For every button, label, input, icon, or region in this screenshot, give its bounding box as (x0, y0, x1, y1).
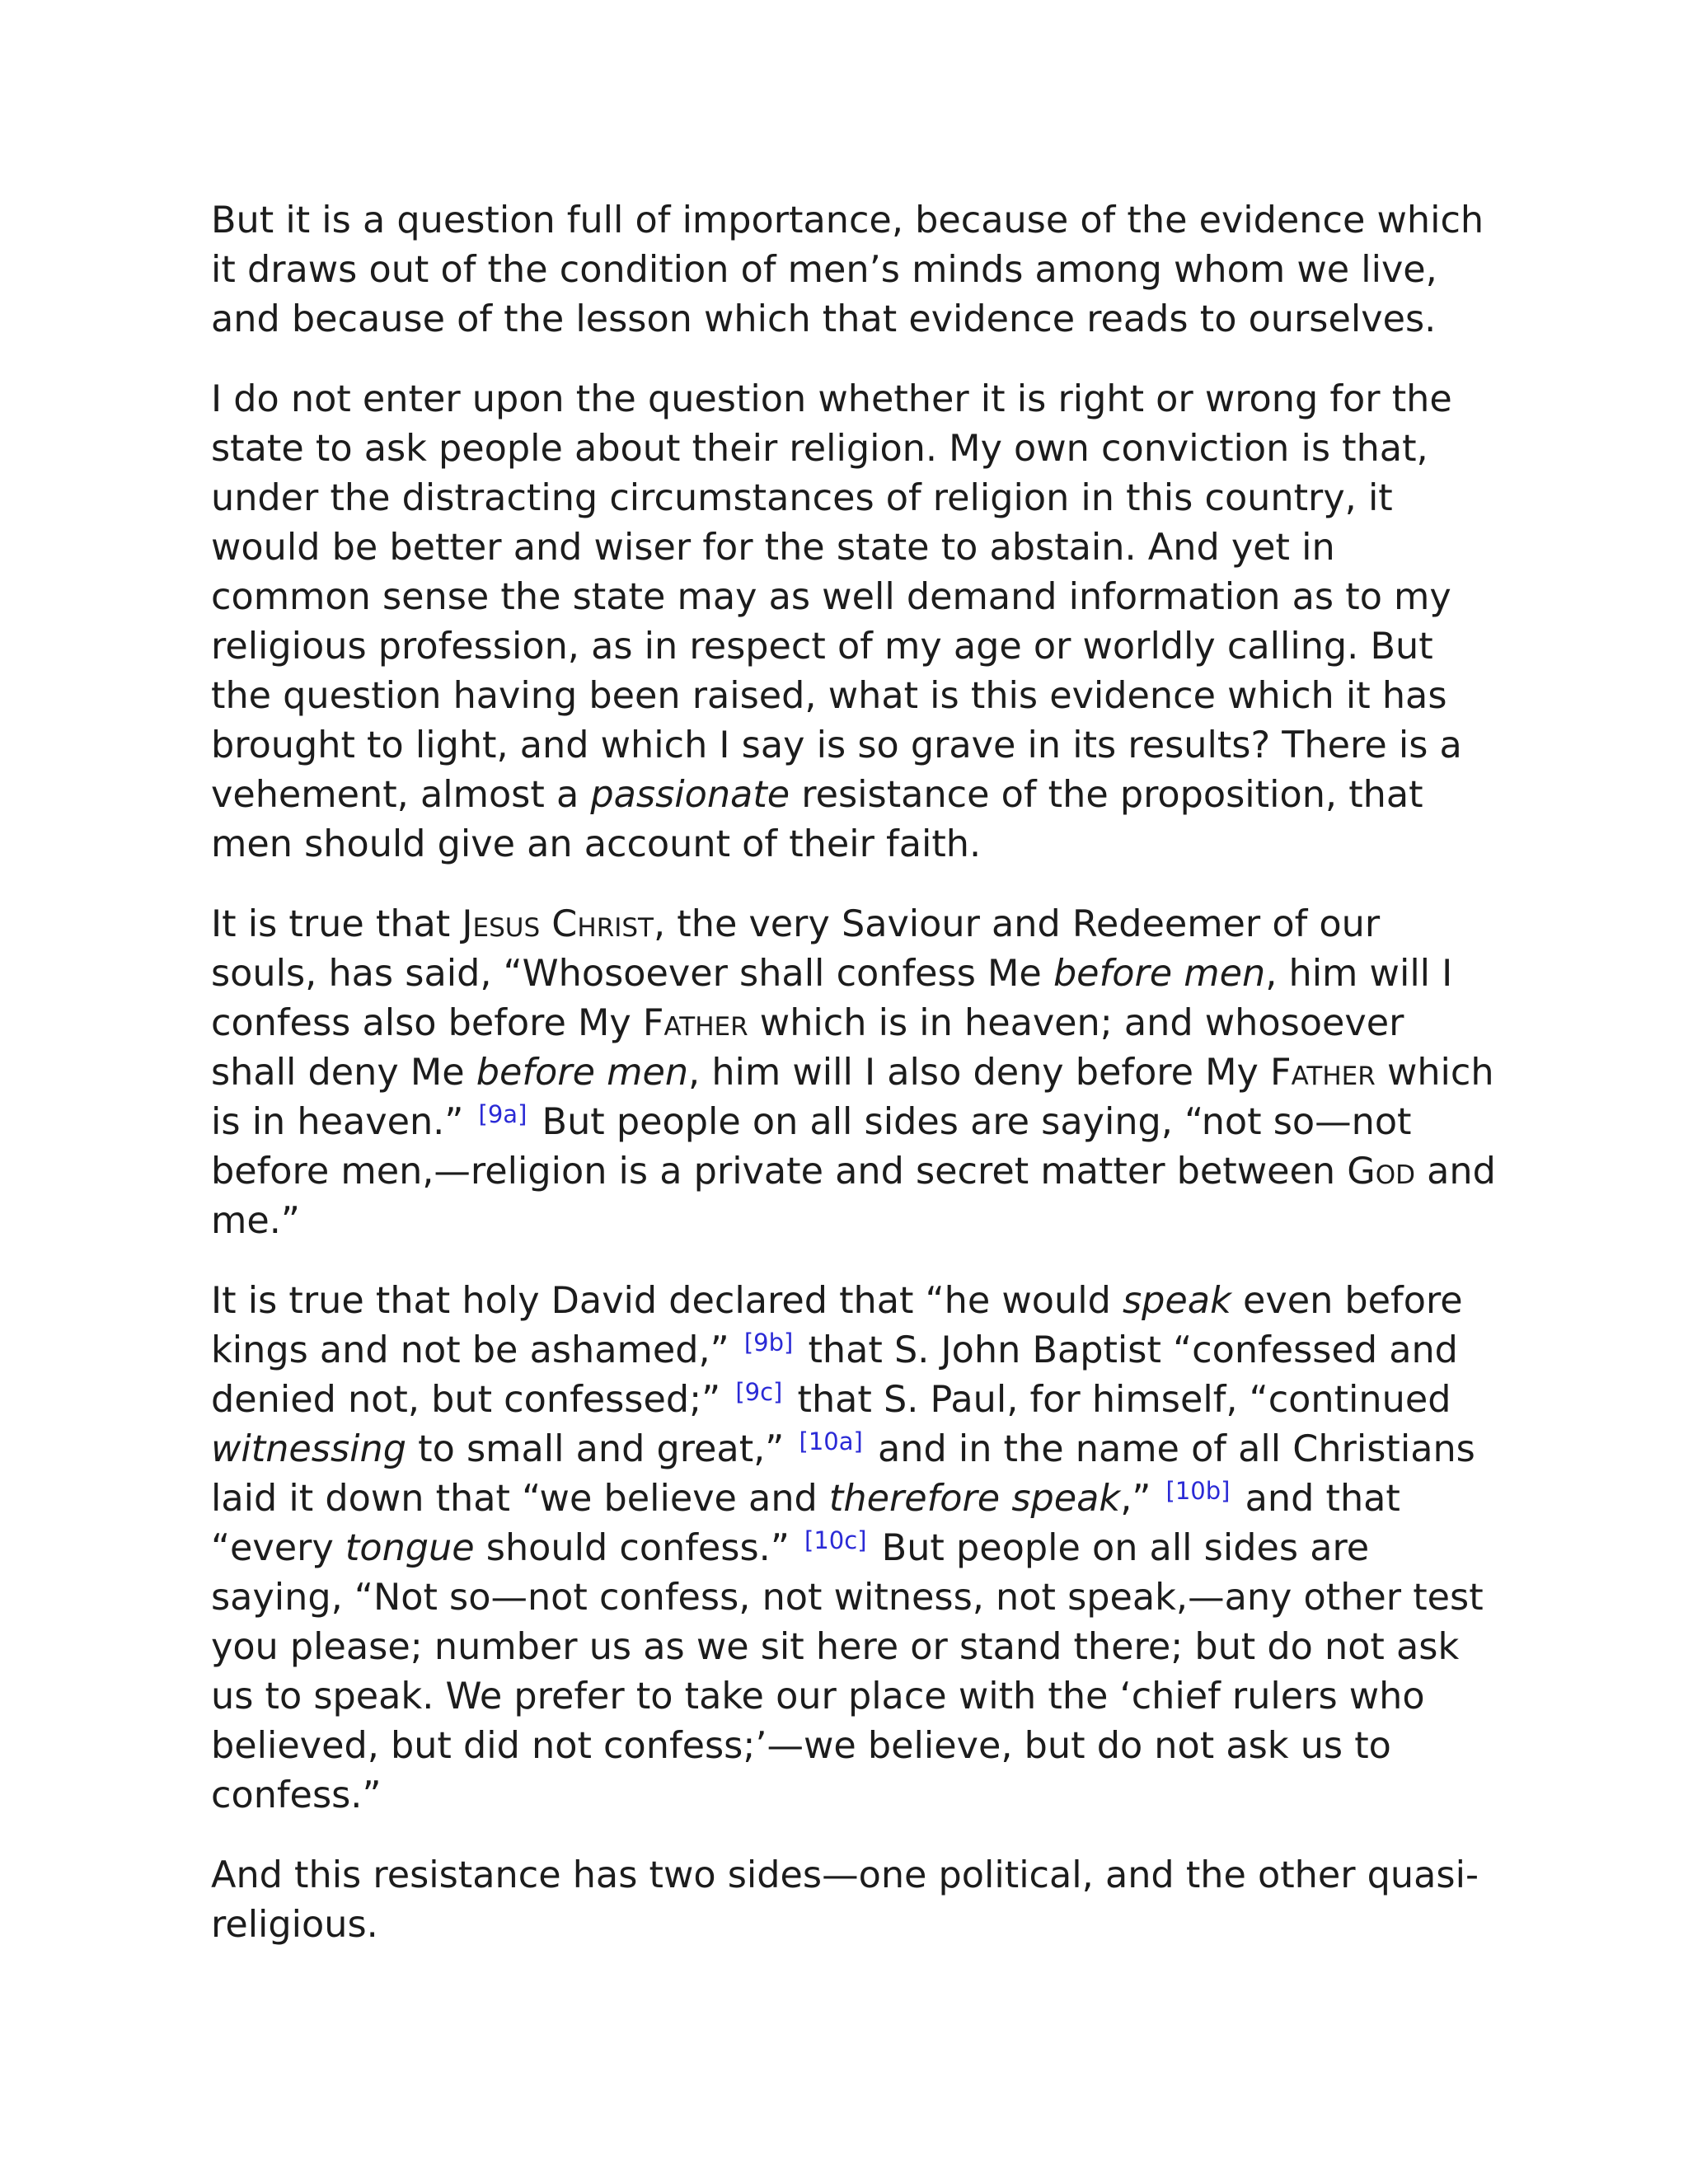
paragraph-5 (211, 1851, 1497, 1950)
paragraph-4-text-h: and that “every (211, 1478, 1400, 1569)
small-caps-father-2: Father (1270, 1052, 1376, 1094)
emphasis-before-men-2: before men (476, 1052, 689, 1094)
paragraph-4-text-f: and in the name of all Christians laid it down that “we believe and (211, 1428, 1475, 1520)
small-caps-god: God (1347, 1151, 1415, 1193)
paragraph-4-text-g: ,” (1120, 1478, 1151, 1520)
paragraph-3-text-c: , him will I confess also before My (211, 953, 1453, 1044)
paragraph-3 (211, 900, 1497, 1246)
emphasis-passionate: passionate (590, 774, 790, 816)
footnote-link-10b[interactable]: [10b] (1165, 1477, 1231, 1505)
footnote-link-9a[interactable]: [9a] (478, 1100, 528, 1128)
paragraph-2 (211, 375, 1497, 869)
emphasis-witnessing: witnessing (211, 1428, 406, 1470)
emphasis-speak: speak (1122, 1280, 1231, 1322)
paragraph-3-text-b: , the very Saviour and Redeemer of our souls, has said, “Whosoever shall confess Me (211, 903, 1381, 995)
paragraph-5-text: And this resistance has two sides—one political, and the other quasi-religious. (211, 1854, 1479, 1946)
paragraph-1-text: But it is a question full of importance, because of the evidence which it draws out of the condition of men’s minds among whom we live, and because of the lesson which that evidence reads to ourselves. (211, 199, 1484, 340)
footnote-link-9c[interactable]: [9c] (735, 1378, 783, 1406)
emphasis-before-men-1: before men (1053, 953, 1266, 995)
paragraph-4-text-b: even before kings and not be ashamed,” (211, 1280, 1463, 1371)
paragraph-4 (211, 1277, 1497, 1821)
document-page (211, 196, 1497, 1980)
small-caps-jesus-christ: Jesus Christ (462, 903, 654, 945)
footnote-link-9b[interactable]: [9b] (743, 1329, 794, 1357)
paragraph-3-text-g: But people on all sides are saying, “not so—not before men,—religion is a private and secret matter between (211, 1101, 1412, 1193)
paragraph-3-text-e: , him will I also deny before My (688, 1052, 1271, 1094)
paragraph-3-text-h: and me.” (211, 1151, 1496, 1242)
paragraph-2-text-b: resistance of the proposition, that men should give an account of their faith. (211, 774, 1423, 865)
paragraph-4-text-j: But people on all sides are saying, “Not so—not confess, not witness, not speak,—any other test you please; number us as we sit here or stand there; but do not ask us to speak. We prefer to take our place with the ‘chief rulers who believed, but did not confess;’—we believe, but do not ask us to confess.” (211, 1527, 1484, 1816)
small-caps-father-1: Father (642, 1002, 748, 1044)
paragraph-4-text-e: to small and great,” (406, 1428, 785, 1470)
paragraph-3-text-d: which is in heaven; and whosoever shall deny Me (211, 1002, 1404, 1094)
paragraph-1 (211, 196, 1497, 344)
emphasis-tongue: tongue (345, 1527, 475, 1569)
paragraph-4-text-c: that S. John Baptist “confessed and denied not, but confessed;” (211, 1329, 1458, 1421)
paragraph-4-text-d: that S. Paul, for himself, “continued (797, 1379, 1451, 1421)
paragraph-2-text-a: I do not enter upon the question whether it is right or wrong for the state to ask people about their religion. My own conviction is that, under the distracting circumstances of religion in this country, it would be better and wiser for the state to abstain. And yet in common sense the state may as well demand information as to my religious profession, as in respect of my age or worldly calling. But the question having been raised, what is this evidence which it has brought to light, and which I say is so grave in its results? There is a vehement, almost a (211, 378, 1462, 816)
paragraph-4-text-a: It is true that holy David declared that “he would (211, 1280, 1123, 1322)
paragraph-4-text-i: should confess.” (474, 1527, 790, 1569)
paragraph-3-text-a: It is true that (211, 903, 462, 945)
paragraph-3-text-f: which is in heaven.” (211, 1052, 1494, 1143)
footnote-link-10c[interactable]: [10c] (804, 1526, 867, 1554)
footnote-link-10a[interactable]: [10a] (799, 1427, 863, 1455)
emphasis-therefore-speak: therefore speak (828, 1478, 1121, 1520)
